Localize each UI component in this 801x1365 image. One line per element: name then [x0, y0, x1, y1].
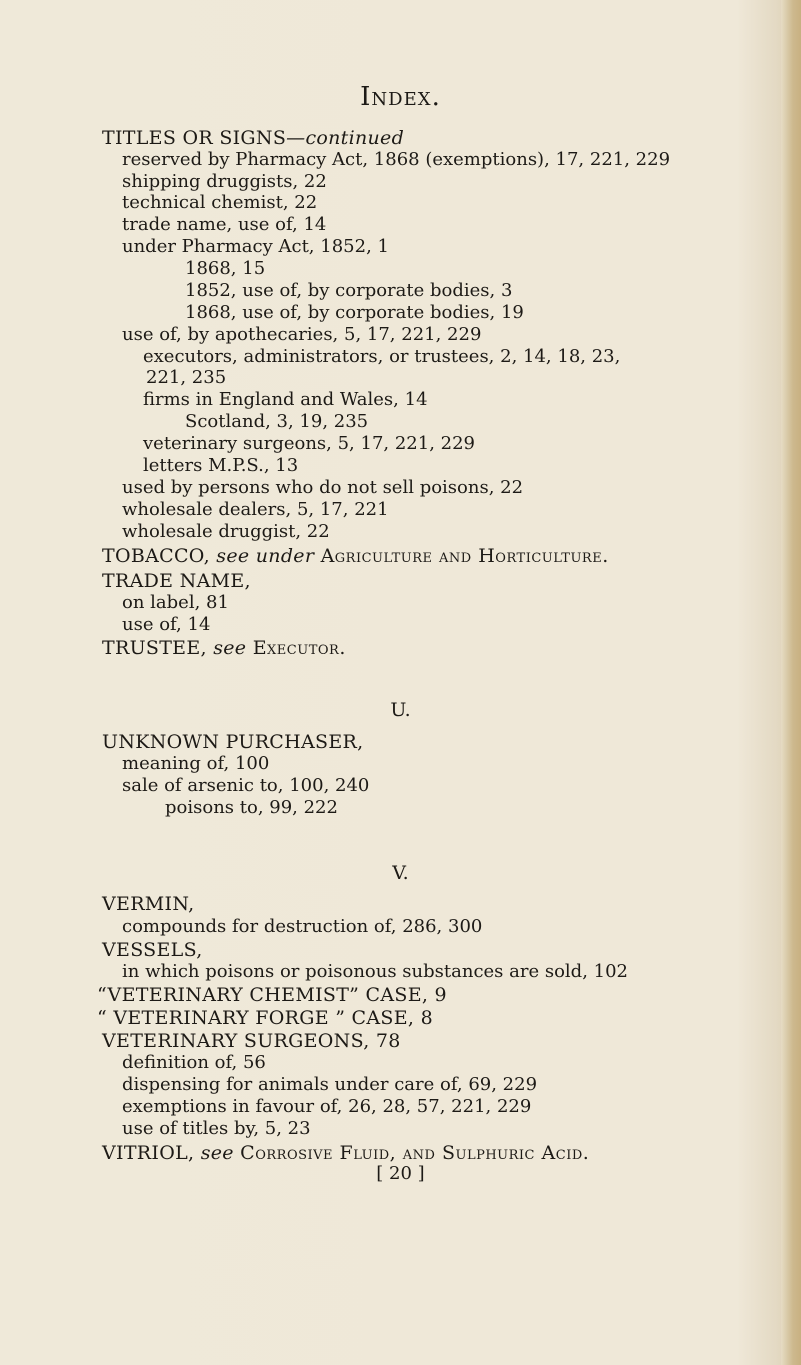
sub-entry: 1868, 15: [185, 258, 266, 279]
continued-label: —continued: [286, 127, 405, 149]
sub-entry: on label, 81: [122, 592, 229, 613]
sub-entry: letters M.P.S., 13: [143, 455, 299, 476]
sub-entry: poisons to, 99, 222: [165, 797, 338, 818]
cross-reference: Executor.: [252, 637, 346, 659]
entry-veterinary-chemist: “VETERINARY CHEMIST” CASE, 9: [97, 984, 447, 1006]
entry-head: TITLES OR SIGNS: [102, 127, 287, 149]
sub-entry: definition of, 56: [122, 1052, 266, 1073]
sub-entry: sale of arsenic to, 100, 240: [122, 775, 370, 796]
sub-entry: technical chemist, 22: [122, 192, 318, 213]
sub-entry: Scotland, 3, 19, 235: [185, 411, 369, 432]
sub-entry: use of titles by, 5, 23: [122, 1118, 311, 1139]
entry-veterinary-surgeons: VETERINARY SURGEONS, 78: [102, 1030, 401, 1052]
page-edge: [781, 0, 801, 1365]
page-title: Index.: [360, 82, 441, 112]
entry-titles-or-signs: [102, 127, 404, 149]
sub-entry: exemptions in favour of, 26, 28, 57, 221, 229: [122, 1096, 532, 1117]
see-label: see: [213, 637, 247, 659]
entry-trade-name: TRADE NAME,: [102, 570, 251, 592]
see-label: see under: [216, 545, 315, 567]
entry-vermin: VERMIN,: [102, 893, 195, 915]
cross-reference: Corrosive Fluid, and Sulphuric Acid.: [240, 1142, 590, 1164]
sub-entry: wholesale druggist, 22: [122, 521, 330, 542]
sub-entry: use of, by apothecaries, 5, 17, 221, 229: [122, 324, 482, 345]
sub-entry: 221, 235: [146, 367, 227, 388]
entry-vitriol: [102, 1142, 589, 1164]
sub-entry: 1868, use of, by corporate bodies, 19: [185, 302, 524, 323]
sub-entry: executors, administrators, or trustees, 2, 14, 18, 23,: [143, 346, 621, 367]
sub-entry: trade name, use of, 14: [122, 214, 327, 235]
entry-trustee: [102, 637, 346, 659]
sub-entry: veterinary surgeons, 5, 17, 221, 229: [143, 433, 476, 454]
entry-head: TOBACCO,: [102, 545, 210, 567]
cross-reference: Agriculture and Horticulture.: [320, 545, 609, 567]
entry-head: TRUSTEE,: [102, 637, 207, 659]
sub-entry: compounds for destruction of, 286, 300: [122, 916, 483, 937]
page-number: [ 20 ]: [376, 1163, 425, 1184]
entry-vessels: VESSELS,: [102, 939, 203, 961]
entry-unknown-purchaser: UNKNOWN PURCHASER,: [102, 731, 364, 753]
sub-entry: used by persons who do not sell poisons, 22: [122, 477, 524, 498]
see-label: see: [200, 1142, 234, 1164]
sub-entry: wholesale dealers, 5, 17, 221: [122, 499, 389, 520]
sub-entry: 1852, use of, by corporate bodies, 3: [185, 280, 513, 301]
sub-entry: shipping druggists, 22: [122, 171, 327, 192]
section-letter-v: V.: [392, 862, 409, 884]
sub-entry: firms in England and Wales, 14: [143, 389, 428, 410]
entry-veterinary-forge: “ VETERINARY FORGE ” CASE, 8: [97, 1007, 433, 1029]
sub-entry: use of, 14: [122, 614, 211, 635]
sub-entry: dispensing for animals under care of, 69, 229: [122, 1074, 538, 1095]
entry-head: VITRIOL,: [102, 1142, 195, 1164]
sub-entry: reserved by Pharmacy Act, 1868 (exemptions), 17, 221, 229: [122, 149, 671, 170]
entry-tobacco: [102, 545, 609, 567]
sub-entry: meaning of, 100: [122, 753, 270, 774]
section-letter-u: U.: [390, 699, 411, 721]
sub-entry: in which poisons or poisonous substances are sold, 102: [122, 961, 629, 982]
sub-entry: under Pharmacy Act, 1852, 1: [122, 236, 389, 257]
